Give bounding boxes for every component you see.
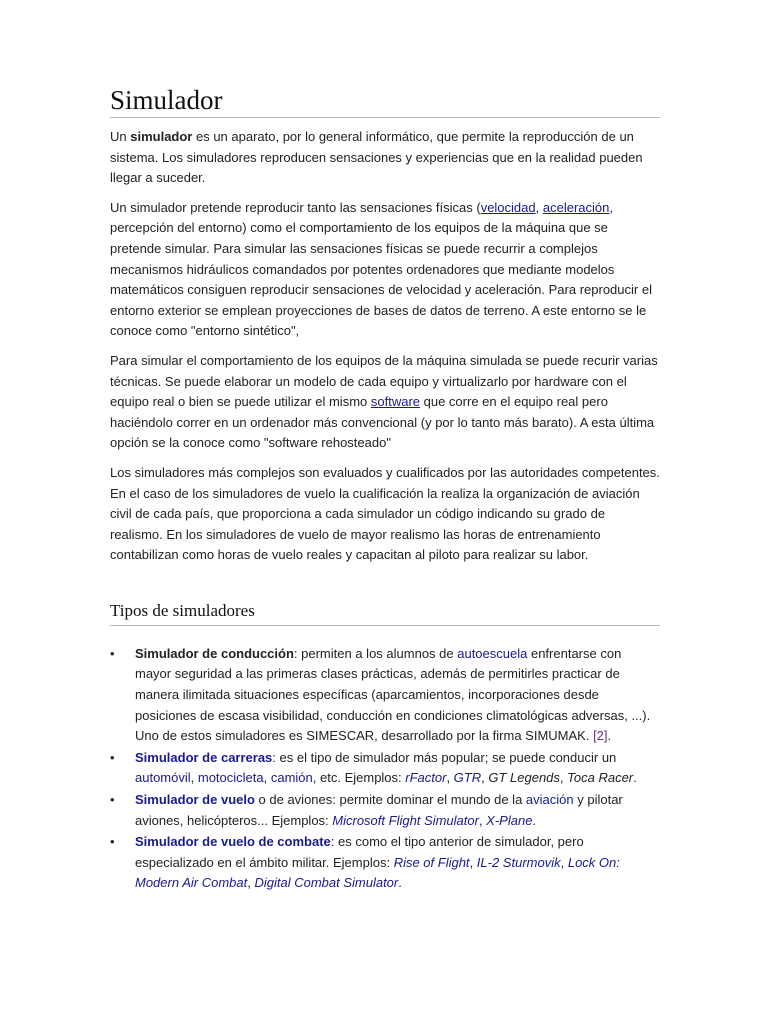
text: , etc. Ejemplos:	[312, 770, 406, 786]
link-rfactor[interactable]: rFactor	[405, 770, 447, 786]
text: : es como el tipo anterior de simulador, pero especializado en el ámbito militar. Ejemplos:	[135, 834, 584, 870]
text: Un simulador pretende reproducir tanto las sensaciones físicas (	[110, 199, 481, 215]
link-il2-sturmovik[interactable]: IL-2 Sturmovik	[476, 854, 561, 870]
link-gtr[interactable]: GTR	[453, 770, 482, 786]
text: o de aviones: permite dominar el mundo de la	[254, 792, 526, 808]
link-software[interactable]: software	[370, 394, 421, 410]
link-digital-combat-simulator[interactable]: Digital Combat Simulator	[254, 875, 399, 891]
link-aceleracion[interactable]: aceleración	[542, 199, 610, 215]
list-item	[110, 790, 660, 831]
bullet-icon: •	[110, 792, 115, 808]
text: ,	[481, 770, 489, 786]
article-content	[110, 84, 660, 895]
example-gt-legends: GT Legends	[488, 770, 560, 786]
text: es un aparato, por lo general informático, que permite la reproducción de un sistema. Los simuladores reproducen sensaciones y experiencias que en la realidad pueden llegar a suceder.	[110, 129, 643, 186]
text: Un	[110, 129, 131, 144]
list-item	[110, 748, 660, 789]
page-title: Simulador	[110, 84, 660, 118]
text: ,	[190, 770, 198, 786]
text: ,	[560, 854, 568, 870]
paragraph-equipment	[110, 351, 660, 454]
text: .	[532, 812, 537, 828]
text: .	[607, 728, 612, 744]
link-x-plane[interactable]: X-Plane	[486, 812, 533, 828]
text: ,	[263, 770, 271, 786]
text: ,	[559, 770, 568, 786]
list-item	[110, 644, 660, 747]
text: ,	[478, 812, 487, 828]
link-autoescuela[interactable]: autoescuela	[457, 645, 528, 661]
text: , percepción del entorno) como el comportamiento de los equipos de la máquina que se pretende simular. Para simular las sensaciones físicas se puede recurrir a complejos mecanismos hidráulicos comandados por potentes ordenadores que mediante modelos matemáticos consiguen reproducir sensaciones de velocidad y aceleración. Para reproducir el entorno exterior se emplean proyecciones de bases de datos de terreno. A este entorno se le conoce como "entorno sintético",	[110, 199, 652, 339]
list-item	[110, 832, 660, 894]
text: : es el tipo de simulador más popular; se puede conducir un	[272, 749, 617, 765]
link-camion[interactable]: camión	[270, 770, 313, 786]
link-lock-on[interactable]: Lock On: Modern Air Combat	[135, 854, 620, 891]
text: ,	[469, 854, 477, 870]
bullet-icon: •	[110, 834, 115, 850]
paragraph-qualification: Los simuladores más complejos son evaluados y cualificados por las autoridades competentes. En el caso de los simuladores de vuelo la cualificación la realiza la organización de aviación civil de cada país, que proporciona a cada simulador un código indicando su grado de realismo. En los simuladores de vuelo de mayor realismo las horas de entrenamiento contabilizan como horas de vuelo reales y capacitan al piloto para realizar su labor.	[110, 464, 660, 563]
example-toca-racer: Toca Racer	[567, 770, 634, 786]
link-velocidad[interactable]: velocidad	[480, 199, 536, 215]
text: : permiten a los alumnos de	[293, 645, 458, 661]
link-simulador-vuelo-combate[interactable]: Simulador de vuelo de combate	[135, 834, 331, 850]
link-aviacion[interactable]: aviación	[525, 792, 574, 808]
link-simulador-vuelo[interactable]: Simulador de vuelo	[135, 792, 255, 808]
text: y pilotar aviones, helicópteros... Ejemplos:	[135, 792, 623, 828]
text: .	[398, 875, 402, 891]
simulator-types-list	[110, 644, 660, 894]
reference-link[interactable]: [2]	[593, 728, 608, 744]
text: ,	[535, 199, 543, 215]
text: que corre en el equipo real pero haciéndolo correr en un ordenador más convencional (y por lo tanto más barato). A esta última opción se la conoce como "software rehosteado"	[110, 394, 655, 451]
link-microsoft-flight-simulator[interactable]: Microsoft Flight Simulator	[332, 812, 479, 828]
bold-term: simulador	[130, 129, 193, 144]
paragraph-sensations	[110, 198, 660, 342]
bullet-icon: •	[110, 645, 115, 661]
text: ,	[247, 875, 255, 891]
item-term: Simulador de conducción	[135, 645, 294, 661]
link-simulador-carreras[interactable]: Simulador de carreras	[135, 749, 273, 765]
text: enfrentarse con mayor seguridad a las primeras clases prácticas, además de permitirles practicar de manera ilimitada situaciones específicas (aparcamientos, incorporaciones desde posiciones de escasa visibilidad, conducción en condiciones climatológicas adversas, ...). Uno de estos simuladores es SIMESCAR, desarrollado por la firma SIMUMAK.	[135, 645, 651, 744]
text: Para simular el comportamiento de los equipos de la máquina simulada se puede recurir varias técnicas. Se puede elaborar un modelo de cada equipo y virtualizarlo por hardware con el equipo real o bien se puede utilizar el mismo	[110, 352, 658, 410]
section-title: Tipos de simuladores	[110, 600, 660, 626]
bullet-icon: •	[110, 749, 115, 765]
link-rise-of-flight[interactable]: Rise of Flight	[393, 854, 470, 870]
link-motocicleta[interactable]: motocicleta	[197, 770, 264, 786]
link-automovil[interactable]: automóvil	[135, 770, 191, 786]
paragraph-intro	[110, 127, 660, 189]
text: ,	[446, 770, 454, 786]
text: .	[633, 770, 637, 786]
